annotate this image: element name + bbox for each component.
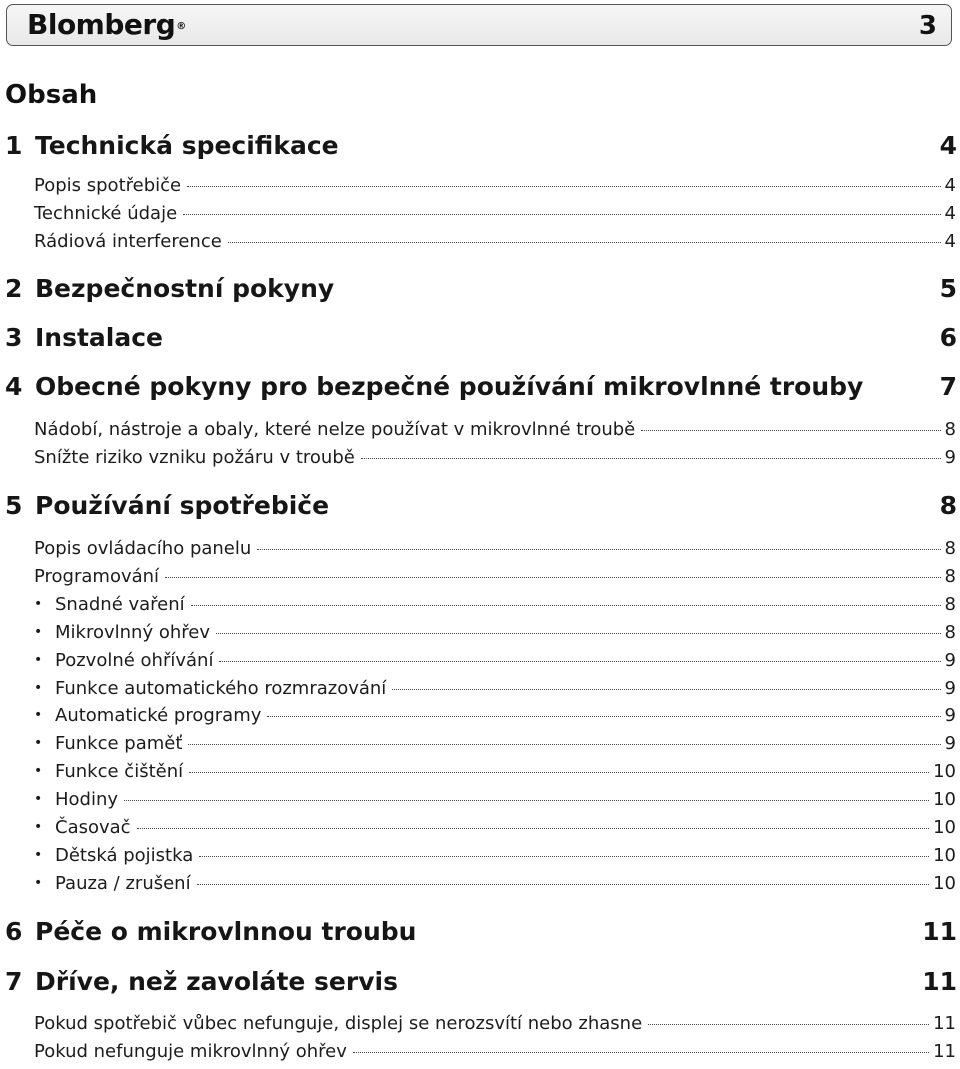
entry-title: Rádiová interference [34,231,222,252]
chapter-page: 5 [939,274,957,303]
entry-page: 8 [944,594,956,615]
dot-leader [124,800,929,801]
chapter-page: 6 [939,323,957,352]
toc-entry[interactable] [34,678,956,702]
toc-entry[interactable] [34,447,956,471]
dot-leader [188,744,940,745]
chapter-title: Používání spotřebiče [35,491,330,520]
chapter-title: Instalace [35,323,164,352]
toc-entry[interactable] [34,538,956,562]
entry-title: Snadné vaření [55,594,185,615]
bullet-icon: • [34,735,43,751]
toc-entry[interactable] [34,1013,956,1037]
chapter-number: 2 [5,274,23,303]
entry-title: Pauza / zrušení [55,873,191,894]
entry-page: 8 [944,538,956,559]
dot-leader [216,633,941,634]
chapter-title: Péče o mikrovlnnou troubu [35,917,417,946]
toc-entry[interactable] [34,594,956,618]
entry-title: Časovač [55,817,131,838]
chapter-title: Bezpečnostní pokyny [35,274,335,303]
toc-entry[interactable] [34,650,956,674]
entry-page: 11 [933,1041,956,1062]
toc-entry[interactable] [34,817,956,841]
entry-title: Pokud nefunguje mikrovlnný ohřev [34,1041,347,1062]
page-number: 3 [918,11,937,41]
entry-page: 4 [944,231,956,252]
bullet-icon: • [34,652,43,668]
entry-page: 10 [933,789,956,810]
dot-leader [137,828,930,829]
entry-page: 8 [944,622,956,643]
chapter-number: 4 [5,372,23,401]
dot-leader [183,214,940,215]
toc-chapter-2[interactable] [5,274,957,308]
bullet-icon: • [34,680,43,696]
dot-leader [189,772,929,773]
dot-leader [267,716,940,717]
toc-entry[interactable] [34,873,956,897]
toc-title: Obsah [5,80,98,110]
dot-leader [353,1052,929,1053]
entry-title: Funkce automatického rozmrazování [55,678,387,699]
toc-entry[interactable] [34,175,956,199]
entry-title: Funkce paměť [55,733,183,754]
entry-title: Popis ovládacího panelu [34,538,252,559]
toc-chapter-1[interactable] [5,131,957,165]
entry-page: 10 [933,761,956,782]
bullet-icon: • [34,707,43,723]
entry-title: Snížte riziko vzniku požáru v troubě [34,447,355,468]
bullet-icon: • [34,847,43,863]
toc-chapter-3[interactable] [5,323,957,357]
dot-leader [187,186,940,187]
entry-page: 9 [944,650,956,671]
dot-leader [648,1024,929,1025]
entry-title: Pozvolné ohřívání [55,650,214,671]
brand-logo: Blomberg® [27,8,186,41]
entry-page: 4 [944,175,956,196]
entry-page: 11 [933,1013,956,1034]
toc-entry[interactable] [34,622,956,646]
bullet-icon: • [34,763,43,779]
toc-entry[interactable] [34,566,956,590]
toc-entry[interactable] [34,1041,956,1065]
toc-entry[interactable] [34,231,956,255]
chapter-title: Technická specifikace [35,131,339,160]
dot-leader [641,430,940,431]
entry-title: Mikrovlnný ohřev [55,622,210,643]
toc-chapter-4[interactable] [5,372,957,406]
entry-title: Automatické programy [55,705,262,726]
entry-title: Pokud spotřebič vůbec nefunguje, displej se nerozsvítí nebo zhasne [34,1013,643,1034]
chapter-number: 5 [5,491,23,520]
dot-leader [199,856,929,857]
entry-page: 9 [944,705,956,726]
toc-chapter-7[interactable] [5,967,957,1001]
dot-leader [219,661,940,662]
dot-leader [228,242,941,243]
chapter-page: 7 [939,372,957,401]
chapter-page: 11 [922,967,957,996]
entry-page: 8 [944,566,956,587]
toc-entry[interactable] [34,845,956,869]
entry-page: 10 [933,873,956,894]
entry-title: Hodiny [55,789,119,810]
entry-title: Funkce čištění [55,761,184,782]
bullet-icon: • [34,819,43,835]
chapter-page: 8 [939,491,957,520]
entry-title: Popis spotřebiče [34,175,182,196]
dot-leader [361,458,941,459]
toc-entry[interactable] [34,705,956,729]
bullet-icon: • [34,791,43,807]
toc-chapter-5[interactable] [5,491,957,525]
toc-entry[interactable] [34,733,956,757]
entry-title: Nádobí, nástroje a obaly, které nelze používat v mikrovlnné troubě [34,419,636,440]
entry-page: 10 [933,817,956,838]
dot-leader [257,549,940,550]
entry-page: 8 [944,419,956,440]
chapter-number: 3 [5,323,23,352]
chapter-title: Obecné pokyny pro bezpečné používání mikrovlnné trouby [35,372,864,401]
dot-leader [197,884,930,885]
page-header [6,4,952,46]
dot-leader [191,605,941,606]
entry-page: 9 [944,678,956,699]
chapter-title: Dříve, než zavoláte servis [35,967,398,996]
toc-entry[interactable] [34,761,956,785]
bullet-icon: • [34,596,43,612]
chapter-number: 7 [5,967,23,996]
toc-chapter-6[interactable] [5,917,957,951]
entry-title: Technické údaje [34,203,178,224]
entry-title: Programování [34,566,160,587]
toc-entry[interactable] [34,419,956,443]
entry-page: 9 [944,733,956,754]
chapter-page: 4 [939,131,957,160]
chapter-number: 6 [5,917,23,946]
chapter-page: 11 [922,917,957,946]
toc-entry[interactable] [34,789,956,813]
bullet-icon: • [34,624,43,640]
dot-leader [165,577,940,578]
entry-page: 10 [933,845,956,866]
chapter-number: 1 [5,131,23,160]
entry-page: 9 [944,447,956,468]
bullet-icon: • [34,875,43,891]
entry-page: 4 [944,203,956,224]
toc-entry[interactable] [34,203,956,227]
entry-title: Dětská pojistka [55,845,194,866]
dot-leader [392,689,940,690]
